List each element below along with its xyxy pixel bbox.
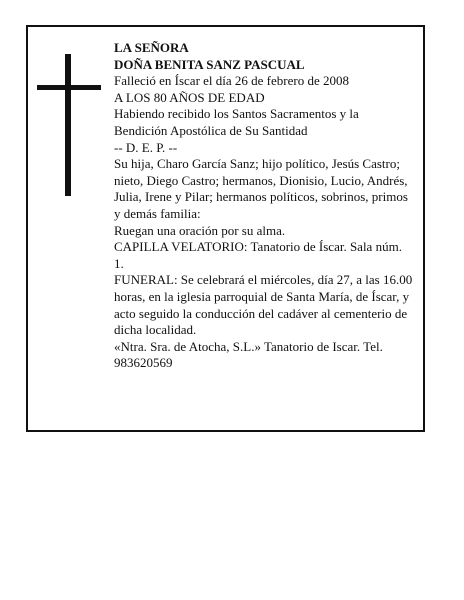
obituary-text [114, 40, 414, 372]
notice-title: LA SEÑORA [114, 40, 189, 55]
rip-line: -- D. E. P. -- [114, 139, 178, 155]
family-line: Su hija, Charo García Sanz; hijo político, Jesús Castro; nieto, Diego Castro; hermanos, Dionisio, Lucio, Andrés, Julia, Irene y Pilar; hermanos políticos, sobrinos, primos y demás familia: [114, 156, 408, 221]
death-info: Falleció en Íscar el día 26 de febrero de 2008 [114, 73, 349, 89]
deceased-name: DOÑA BENITA SANZ PASCUAL [114, 56, 305, 72]
funeral-home-line: «Ntra. Sra. de Atocha, S.L.» Tanatorio de Iscar. Tel. 983620569 [114, 338, 383, 371]
chapel-line: CAPILLA VELATORIO: Tanatorio de Íscar. Sala núm. 1. [114, 239, 402, 271]
prayer-line: Ruegan una oración por su alma. [114, 222, 286, 238]
funeral-line: FUNERAL: Se celebrará el miércoles, día 27, a las 16.00 horas, en la iglesia parroquial de Santa María, de Íscar, y acto seguido la conducción del cadáver al cementerio de dicha localidad. [114, 272, 413, 338]
age-line: A LOS 80 AÑOS DE EDAD [114, 89, 265, 105]
cross-icon [37, 54, 101, 196]
sacraments-line: Habiendo recibido los Santos Sacramentos y la Bendición Apostólica de Su Santidad [114, 106, 359, 138]
cross-vertical-bar [65, 54, 71, 196]
cross-horizontal-bar [37, 85, 101, 90]
